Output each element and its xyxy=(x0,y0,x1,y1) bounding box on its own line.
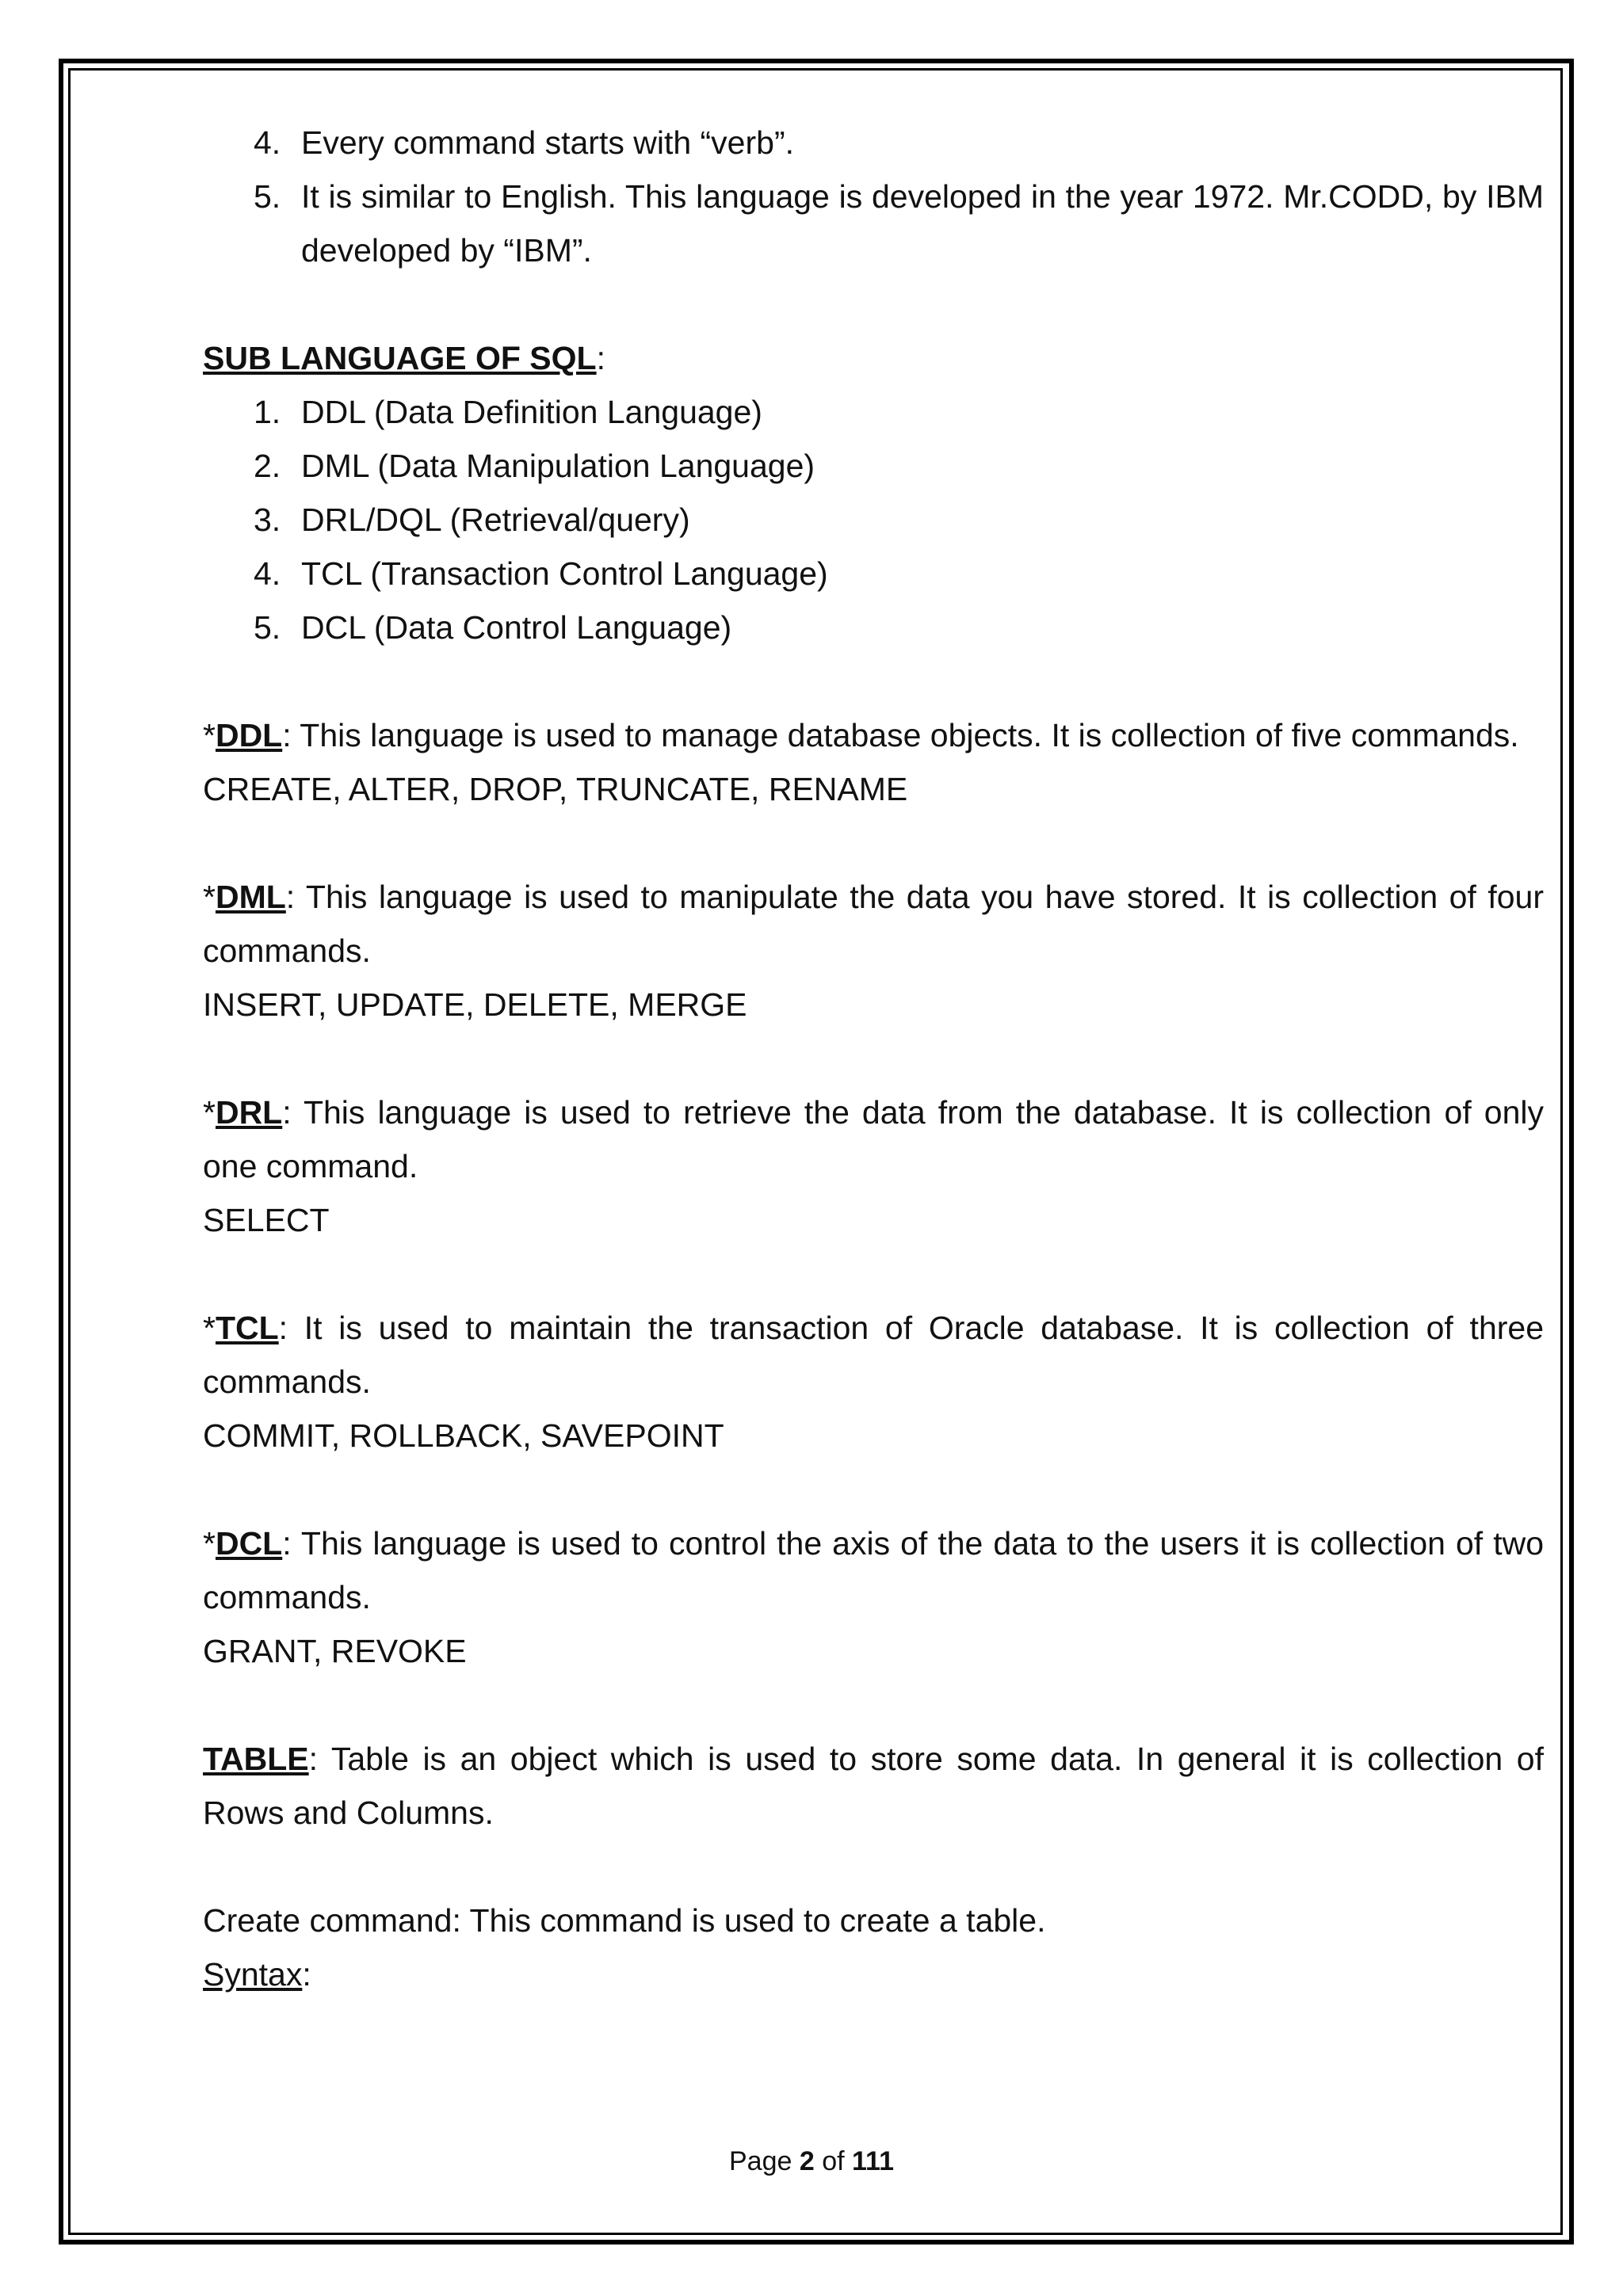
list-text: Every command starts with “verb”. xyxy=(301,124,794,161)
asterisk: * xyxy=(203,1094,216,1131)
list-item xyxy=(203,170,1544,277)
list-number: 2. xyxy=(254,448,281,484)
list-number: 4. xyxy=(254,555,281,592)
heading-colon: : xyxy=(596,340,605,376)
list-number: 5. xyxy=(254,609,281,646)
list-item xyxy=(203,385,1544,439)
list-text: DML (Data Manipulation Language) xyxy=(301,448,815,484)
list-item xyxy=(203,439,1544,493)
section-ddl xyxy=(203,708,1544,816)
section-term: DCL xyxy=(215,1525,283,1562)
asterisk: * xyxy=(203,1525,216,1562)
list-item xyxy=(203,493,1544,547)
page-content xyxy=(203,116,1544,2001)
section-commands: GRANT, REVOKE xyxy=(203,1633,467,1669)
section-term: TCL xyxy=(215,1310,279,1346)
create-command-text: Create command: This command is used to create a table. xyxy=(203,1902,1046,1939)
sublanguage-heading xyxy=(203,331,1544,385)
section-text: : This language is used to retrieve the data from the database. It is collection of only one command. xyxy=(203,1094,1544,1184)
asterisk: * xyxy=(203,1310,216,1346)
section-text: : This language is used to manipulate the data you have stored. It is collection of four commands. xyxy=(203,879,1544,969)
list-item xyxy=(203,116,1544,170)
list-number: 3. xyxy=(254,502,281,538)
syntax-label-line xyxy=(203,1947,1544,2001)
section-description xyxy=(203,870,1544,978)
section-commands: COMMIT, ROLLBACK, SAVEPOINT xyxy=(203,1417,724,1454)
list-number: 5. xyxy=(254,178,281,215)
section-tcl xyxy=(203,1301,1544,1463)
section-drl xyxy=(203,1085,1544,1247)
section-dml xyxy=(203,870,1544,1032)
list-text: DCL (Data Control Language) xyxy=(301,609,732,646)
list-text: DRL/DQL (Retrieval/query) xyxy=(301,502,690,538)
table-text: : Table is an object which is used to store some data. In general it is collection of Rows and Columns. xyxy=(203,1741,1544,1831)
section-term: DRL xyxy=(215,1094,283,1131)
section-commands: CREATE, ALTER, DROP, TRUNCATE, RENAME xyxy=(203,771,908,807)
footer-prefix: Page xyxy=(728,2146,800,2176)
section-description xyxy=(203,1301,1544,1409)
section-term: DDL xyxy=(215,717,283,753)
list-item xyxy=(203,547,1544,601)
asterisk: * xyxy=(203,879,216,915)
section-description xyxy=(203,1085,1544,1193)
section-text: : This language is used to manage database objects. It is collection of five commands. xyxy=(282,717,1519,753)
page-number: 2 xyxy=(799,2146,815,2176)
sublanguage-heading-text: SUB LANGUAGE OF SQL xyxy=(203,340,597,376)
footer-of: of xyxy=(814,2146,853,2176)
asterisk: * xyxy=(203,717,216,753)
section-term: DML xyxy=(215,879,286,915)
page-total: 111 xyxy=(852,2146,894,2176)
syntax-label: Syntax xyxy=(203,1956,303,1993)
section-commands: SELECT xyxy=(203,1202,330,1238)
page-footer xyxy=(0,2144,1623,2179)
intro-list xyxy=(203,116,1544,277)
list-number: 4. xyxy=(254,124,281,161)
section-commands: INSERT, UPDATE, DELETE, MERGE xyxy=(203,986,747,1023)
section-dcl xyxy=(203,1516,1544,1678)
section-text: : This language is used to control the axis of the data to the users it is collection of two commands. xyxy=(203,1525,1544,1615)
list-number: 1. xyxy=(254,394,281,430)
section-description xyxy=(203,708,1544,762)
list-text: TCL (Transaction Control Language) xyxy=(301,555,828,592)
table-definition xyxy=(203,1732,1544,1840)
syntax-colon: : xyxy=(302,1956,311,1993)
list-item xyxy=(203,601,1544,654)
section-text: : It is used to maintain the transaction of Oracle database. It is collection of three commands. xyxy=(203,1310,1544,1400)
table-term: TABLE xyxy=(203,1741,309,1777)
sublanguage-list xyxy=(203,385,1544,654)
list-text: DDL (Data Definition Language) xyxy=(301,394,762,430)
section-description xyxy=(203,1516,1544,1624)
list-text: It is similar to English. This language is developed in the year 1972. Mr.CODD, by IBM developed by “IBM”. xyxy=(301,178,1544,269)
